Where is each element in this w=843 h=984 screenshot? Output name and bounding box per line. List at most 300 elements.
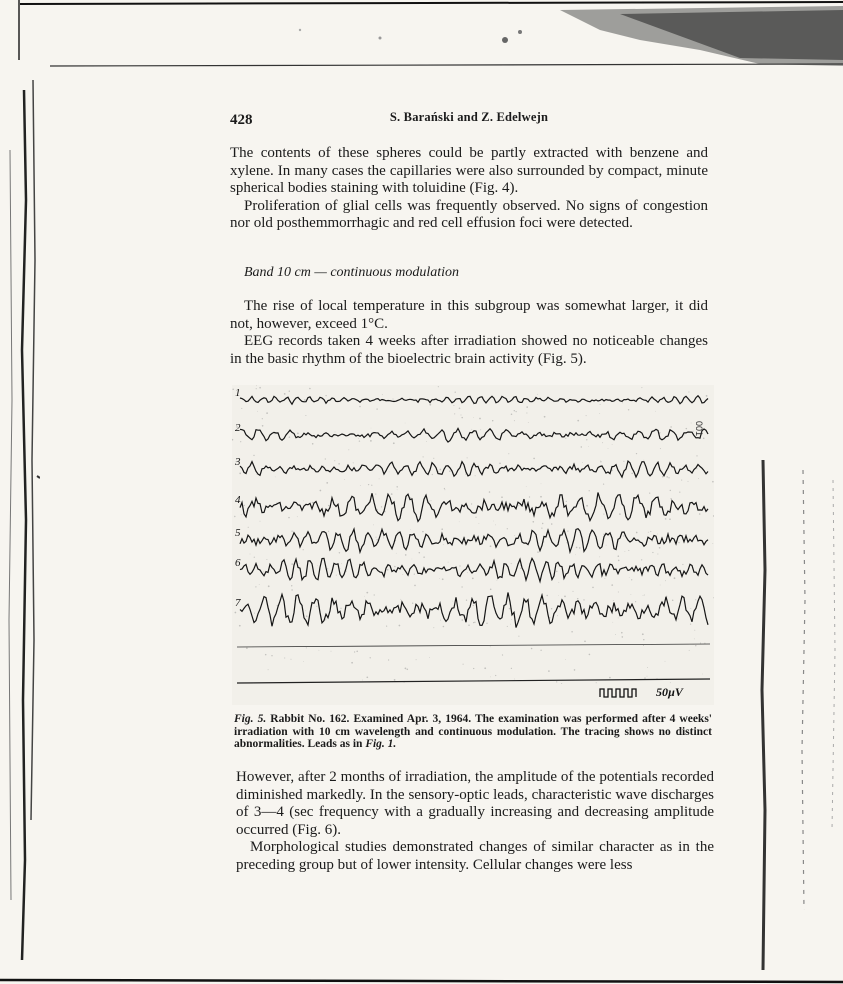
scan-speckle — [655, 411, 656, 412]
eeg-lead-label: 1 — [235, 387, 241, 399]
scan-speckle — [643, 645, 644, 646]
scan-speckle — [402, 574, 403, 575]
scan-speckle — [461, 415, 462, 416]
scan-speckle — [604, 578, 605, 579]
scan-speckle — [670, 426, 671, 427]
scan-speckle — [695, 645, 696, 646]
scan-speckle — [257, 411, 258, 412]
scan-speckle — [328, 531, 329, 532]
scan-speckle — [340, 568, 341, 569]
scan-speckle — [455, 392, 456, 393]
scan-speckle — [577, 598, 578, 599]
scan-speckle — [235, 612, 237, 614]
scan-speckle — [309, 388, 311, 390]
scan-speckle — [364, 596, 365, 597]
scan-speckle — [495, 675, 496, 676]
section-heading: Band 10 cm — continuous modulation — [244, 265, 460, 280]
scan-speckle — [577, 420, 579, 422]
scan-speckle — [459, 407, 461, 409]
scan-speckle — [259, 387, 261, 389]
scan-speckle — [490, 677, 491, 678]
scan-speckle — [429, 501, 430, 502]
scan-speckle — [353, 462, 354, 463]
scan-speckle — [479, 523, 480, 524]
scan-speckle — [501, 496, 503, 498]
figure-side-mark: 001 — [694, 421, 704, 437]
scan-speckle — [383, 537, 384, 538]
scan-speckle — [520, 568, 521, 569]
scan-speckle — [582, 462, 583, 463]
scan-speckle — [510, 624, 511, 625]
scan-speckle — [414, 574, 415, 575]
caption-lead: Fig. 5. — [234, 713, 267, 725]
scan-speckle — [618, 555, 620, 557]
scan-speckle — [564, 596, 566, 598]
scan-speckle — [359, 440, 360, 441]
scan-speckle — [410, 529, 411, 530]
scan-speckle — [438, 386, 439, 387]
scan-speckle — [422, 531, 424, 533]
scan-speckle — [253, 455, 254, 456]
scan-speckle — [471, 429, 472, 430]
text-block-top — [230, 145, 708, 233]
scan-speckle — [514, 679, 515, 680]
scan-speckle — [666, 596, 667, 597]
scan-speckle — [537, 394, 538, 395]
scan-speckle — [622, 636, 624, 638]
scan-speckle — [405, 423, 406, 424]
scan-speckle — [644, 677, 645, 678]
scan-speckle — [703, 437, 705, 439]
scan-speckle — [381, 506, 382, 507]
scan-speckle — [497, 580, 498, 581]
scan-speckle — [678, 542, 679, 543]
scan-speckle — [366, 676, 368, 678]
scan-speckle — [511, 619, 512, 620]
scan-speckle — [239, 625, 241, 627]
scan-speckle — [358, 438, 359, 439]
scan-speckle — [678, 618, 679, 619]
scan-speckle — [660, 432, 661, 433]
scan-speckle — [467, 572, 468, 573]
scan-speckle — [636, 532, 638, 534]
scan-speckle — [407, 669, 409, 671]
scan-speckle — [628, 409, 629, 410]
scan-speckle — [694, 639, 695, 640]
scan-speckle — [255, 586, 256, 587]
scan-speckle — [305, 610, 306, 611]
scan-speckle — [641, 387, 642, 388]
scan-speckle — [316, 606, 317, 607]
scan-speckle — [621, 632, 623, 634]
paragraph: Morphological studies demonstrated changes of similar character as in the preceding group but of lower intensity. Cellular changes were less — [236, 839, 714, 873]
scan-speckle — [691, 423, 692, 424]
scan-speckle — [306, 615, 308, 617]
scan-speckle — [289, 436, 291, 438]
scan-speckle — [514, 410, 515, 411]
eeg-lead-label: 7 — [235, 597, 241, 609]
scan-speckle — [306, 647, 307, 648]
scan-speckle — [303, 549, 304, 550]
scan-speckle — [327, 568, 328, 569]
scan-speckle — [326, 482, 328, 484]
scan-speckle — [473, 668, 474, 669]
scan-speckle — [338, 463, 339, 464]
scan-speckle — [631, 473, 633, 475]
scan-speckle — [256, 388, 257, 389]
scan-speckle — [480, 429, 481, 430]
scan-speckle — [262, 425, 264, 427]
scan-speckle — [665, 518, 667, 520]
scan-speckle — [474, 622, 475, 623]
scan-speckle — [489, 491, 491, 493]
scan-speckle — [241, 514, 242, 515]
paragraph: However, after 2 months of irradiation, the amplitude of the potentials recorded diminished markedly. In the sensory-optic leads, characteristic wave discharges of 3—4 (sec frequency with a gradually increasing and decreasing amplitude occurred (Fig. 6). — [236, 769, 714, 838]
scan-speckle — [393, 442, 395, 444]
scan-speckle — [444, 488, 445, 489]
scan-speckle — [566, 501, 567, 502]
eeg-figure — [232, 385, 714, 705]
scan-speckle — [647, 676, 648, 677]
scan-speckle — [636, 453, 637, 454]
scan-speckle — [426, 441, 427, 442]
scan-speckle — [686, 428, 687, 429]
scan-speckle — [666, 476, 668, 478]
eeg-lead-label: 4 — [235, 494, 241, 506]
scan-speckle — [586, 439, 587, 440]
scan-speckle — [271, 655, 272, 656]
scan-speckle — [618, 560, 620, 562]
scan-speckle — [706, 395, 708, 397]
scan-speckle — [291, 531, 292, 532]
scan-speckle — [669, 518, 671, 520]
scan-speckle — [254, 557, 255, 558]
running-head-authors: S. Barański and Z. Edelwejn — [389, 110, 549, 124]
scan-speckle — [348, 399, 349, 400]
scan-speckle — [533, 458, 535, 460]
scan-speckle — [268, 585, 270, 587]
scan-speckle — [549, 617, 550, 618]
scan-speckle — [466, 600, 467, 601]
scan-speckle — [565, 659, 566, 660]
scan-speckle — [589, 654, 591, 656]
scan-speckle — [443, 626, 445, 628]
scan-speckle — [328, 505, 329, 506]
scan-speckle — [659, 547, 661, 549]
scan-speckle — [648, 532, 649, 533]
scan-speckle — [603, 514, 604, 515]
scan-speckle — [601, 506, 602, 507]
scan-speckle — [348, 449, 349, 450]
scan-speckle — [490, 646, 491, 647]
scan-speckle — [606, 545, 607, 546]
scan-speckle — [514, 420, 515, 421]
scan-speckle — [546, 595, 547, 596]
paragraph: Proliferation of glial cells was frequently observed. No signs of congestion nor old posthemmorrhagic and red cell effusion foci were detected. — [230, 197, 708, 231]
scan-speckle — [615, 634, 616, 635]
scan-speckle — [541, 527, 542, 528]
scan-speckle — [448, 562, 449, 563]
scan-speckle — [263, 571, 264, 572]
scan-speckle — [642, 633, 644, 635]
scan-speckle — [586, 415, 587, 416]
scan-speckle — [657, 534, 658, 535]
scan-speckle — [388, 659, 389, 660]
scan-speckle — [625, 551, 626, 552]
scan-speckle — [291, 563, 293, 565]
eeg-lead-label: 5 — [235, 527, 241, 539]
scan-speckle — [376, 408, 377, 409]
scan-speckle — [387, 569, 389, 571]
scan-speckle — [419, 552, 420, 553]
scan-speckle — [449, 470, 450, 471]
scan-speckle — [507, 626, 508, 627]
scan-speckle — [250, 554, 251, 555]
scan-speckle — [266, 412, 268, 414]
eeg-lead-label: 3 — [235, 456, 241, 468]
scan-speckle — [628, 550, 629, 551]
scan-speckle — [551, 608, 552, 609]
scan-speckle — [389, 472, 390, 473]
scan-speckle — [540, 650, 541, 651]
scan-speckle — [532, 521, 534, 523]
scan-speckle — [495, 525, 496, 526]
scan-speckle — [693, 431, 694, 432]
scan-speckle — [529, 496, 530, 497]
scan-speckle — [688, 481, 689, 482]
scan-speckle — [579, 547, 581, 549]
scan-speckle — [599, 413, 600, 414]
scan-speckle — [665, 661, 666, 662]
scan-speckle — [246, 647, 248, 649]
scan-speckle — [526, 406, 528, 408]
scan-speckle — [588, 446, 589, 447]
scan-speckle — [696, 468, 697, 469]
scan-speckle — [429, 657, 430, 658]
scan-speckle — [465, 474, 466, 475]
scan-speckle — [368, 484, 369, 485]
scan-speckle — [572, 591, 573, 592]
scan-speckle — [433, 458, 434, 459]
scan-speckle — [603, 483, 604, 484]
scan-speckle — [702, 674, 703, 675]
scan-speckle — [484, 667, 486, 669]
scan-speckle — [433, 627, 434, 628]
scan-speckle — [652, 541, 653, 542]
scan-speckle — [492, 420, 493, 421]
scan-speckle — [690, 623, 691, 624]
scan-speckle — [244, 505, 245, 506]
scan-speckle — [518, 505, 519, 506]
caption-figure-ref: Fig. 1. — [365, 738, 397, 750]
scan-speckle — [303, 661, 304, 662]
scan-speckle — [712, 543, 713, 544]
scan-speckle — [475, 475, 476, 476]
scan-speckle — [452, 601, 453, 602]
scan-speckle — [248, 527, 249, 528]
scan-speckle — [508, 453, 509, 454]
scan-speckle — [600, 404, 601, 405]
scan-speckle — [670, 490, 671, 491]
scan-speckle — [611, 584, 613, 586]
scan-speckle — [317, 565, 318, 566]
scan-speckle — [366, 592, 368, 594]
scan-speckle — [592, 587, 594, 589]
scan-speckle — [398, 531, 399, 532]
scan-speckle — [431, 500, 432, 501]
scan-speckle — [239, 473, 241, 475]
scan-speckle — [541, 483, 542, 484]
scan-speckle — [453, 405, 454, 406]
scan-left-edge-artifact — [0, 0, 40, 984]
scan-speckle — [618, 592, 619, 593]
scan-speckle — [400, 599, 401, 600]
scan-speckle — [459, 565, 460, 566]
scan-speckle — [475, 517, 476, 518]
scan-speckle — [351, 662, 353, 664]
scan-speckle — [284, 393, 286, 395]
scan-speckle — [608, 448, 609, 449]
scan-speckle — [657, 554, 658, 555]
scan-speckle — [376, 537, 377, 538]
scan-speckle — [574, 669, 576, 671]
scan-right-edge-artifact — [755, 450, 843, 984]
scan-speckle — [320, 490, 322, 492]
scan-speckle — [234, 516, 235, 517]
scan-speckle — [360, 485, 361, 486]
scan-speckle — [635, 601, 636, 602]
scan-speckle — [518, 636, 519, 637]
scan-speckle — [392, 398, 393, 399]
scan-speckle — [641, 559, 642, 560]
scan-speckle — [373, 525, 374, 526]
scan-speckle — [325, 619, 326, 620]
scan-speckle — [319, 650, 320, 651]
scan-speckle — [468, 625, 469, 626]
scan-speckle — [394, 566, 396, 568]
scan-speckle — [712, 481, 714, 483]
scan-speckle — [297, 433, 299, 435]
scan-speckle — [265, 654, 267, 656]
scan-speckle — [679, 492, 680, 493]
scan-speckle — [371, 428, 372, 429]
scan-speckle — [556, 571, 557, 572]
scan-speckle — [613, 600, 614, 601]
scan-speckle — [583, 599, 584, 600]
scan-speckle — [423, 556, 425, 558]
scan-speckle — [370, 657, 371, 658]
scan-speckle — [256, 474, 257, 475]
scan-speckle — [274, 433, 275, 434]
scan-speckle — [565, 438, 566, 439]
scan-speckle — [341, 563, 342, 564]
scan-speckle — [305, 415, 306, 416]
scan-speckle — [299, 563, 300, 564]
scan-speckle — [644, 595, 645, 596]
scan-speckle — [268, 669, 269, 670]
scan-speckle — [650, 531, 651, 532]
scan-speckle — [467, 457, 468, 458]
scan-speckle — [439, 578, 440, 579]
scan-speckle — [623, 461, 624, 462]
scan-speckle — [688, 391, 689, 392]
scan-speckle — [647, 667, 648, 668]
scan-speckle — [459, 522, 460, 523]
scan-speckle — [254, 613, 255, 614]
scan-speckle — [259, 584, 260, 585]
scan-speckle — [561, 683, 562, 684]
scan-speckle — [473, 404, 474, 405]
scan-speckle — [643, 460, 644, 461]
scan-speckle — [528, 422, 529, 423]
scan-speckle — [416, 659, 417, 660]
page-number: 428 — [230, 112, 253, 128]
scan-speckle — [288, 517, 289, 518]
scan-speckle — [599, 556, 600, 557]
scan-speckle — [391, 493, 393, 495]
scan-speckle — [340, 608, 341, 609]
scan-speckle — [502, 654, 503, 655]
scan-speckle — [511, 563, 512, 564]
scan-speckle — [649, 492, 650, 493]
scan-speckle — [493, 521, 494, 522]
scan-speckle — [542, 523, 543, 524]
scan-speckle — [516, 411, 517, 412]
scan-speckle — [540, 496, 542, 498]
scan-speckle — [544, 416, 546, 418]
scan-speckle — [689, 650, 690, 651]
scan-speckle — [472, 578, 474, 580]
scan-speckle — [405, 554, 407, 556]
scan-speckle — [291, 585, 292, 586]
scan-speckle — [291, 659, 292, 660]
scan-speckle — [509, 608, 510, 609]
scan-speckle — [668, 477, 669, 478]
scan-speckle — [681, 480, 682, 481]
scan-speckle — [674, 577, 676, 579]
caption-body: Rabbit No. 162. Examined Apr. 3, 1964. The examination was performed after 4 weeks' irradiation with 10 cm wavelength and continuous modulation. The tracing shows no distinct abnormalities. Leads as in — [234, 713, 712, 750]
scan-speckle — [339, 552, 340, 553]
scan-speckle — [461, 586, 462, 587]
scan-speckle — [440, 620, 441, 621]
scan-speckle — [600, 460, 601, 461]
scan-speckle — [232, 388, 234, 390]
scan-speckle — [537, 551, 539, 553]
scan-speckle — [700, 643, 701, 644]
eeg-lead-label: 2 — [235, 422, 241, 434]
scan-speckle — [284, 657, 285, 658]
scan-speckle — [551, 523, 553, 525]
scan-speckle — [695, 599, 696, 600]
scan-speckle — [379, 479, 380, 480]
scan-speckle — [262, 418, 263, 419]
scan-speckle — [331, 651, 332, 652]
scan-speckle — [354, 651, 355, 652]
scan-speckle — [443, 544, 444, 545]
scan-speckle — [423, 456, 424, 457]
scan-speckle — [643, 595, 644, 596]
scan-speckle — [297, 516, 298, 517]
scan-speckle — [344, 479, 345, 480]
figure-caption — [234, 713, 712, 751]
text-block-mid — [230, 298, 708, 368]
scan-speckle — [672, 600, 674, 602]
scan-speckle — [303, 501, 304, 502]
scan-speckle — [289, 391, 290, 392]
scan-speckle — [511, 414, 513, 416]
scan-speckle — [304, 399, 306, 401]
scan-bottom-edge-artifact — [0, 970, 843, 984]
